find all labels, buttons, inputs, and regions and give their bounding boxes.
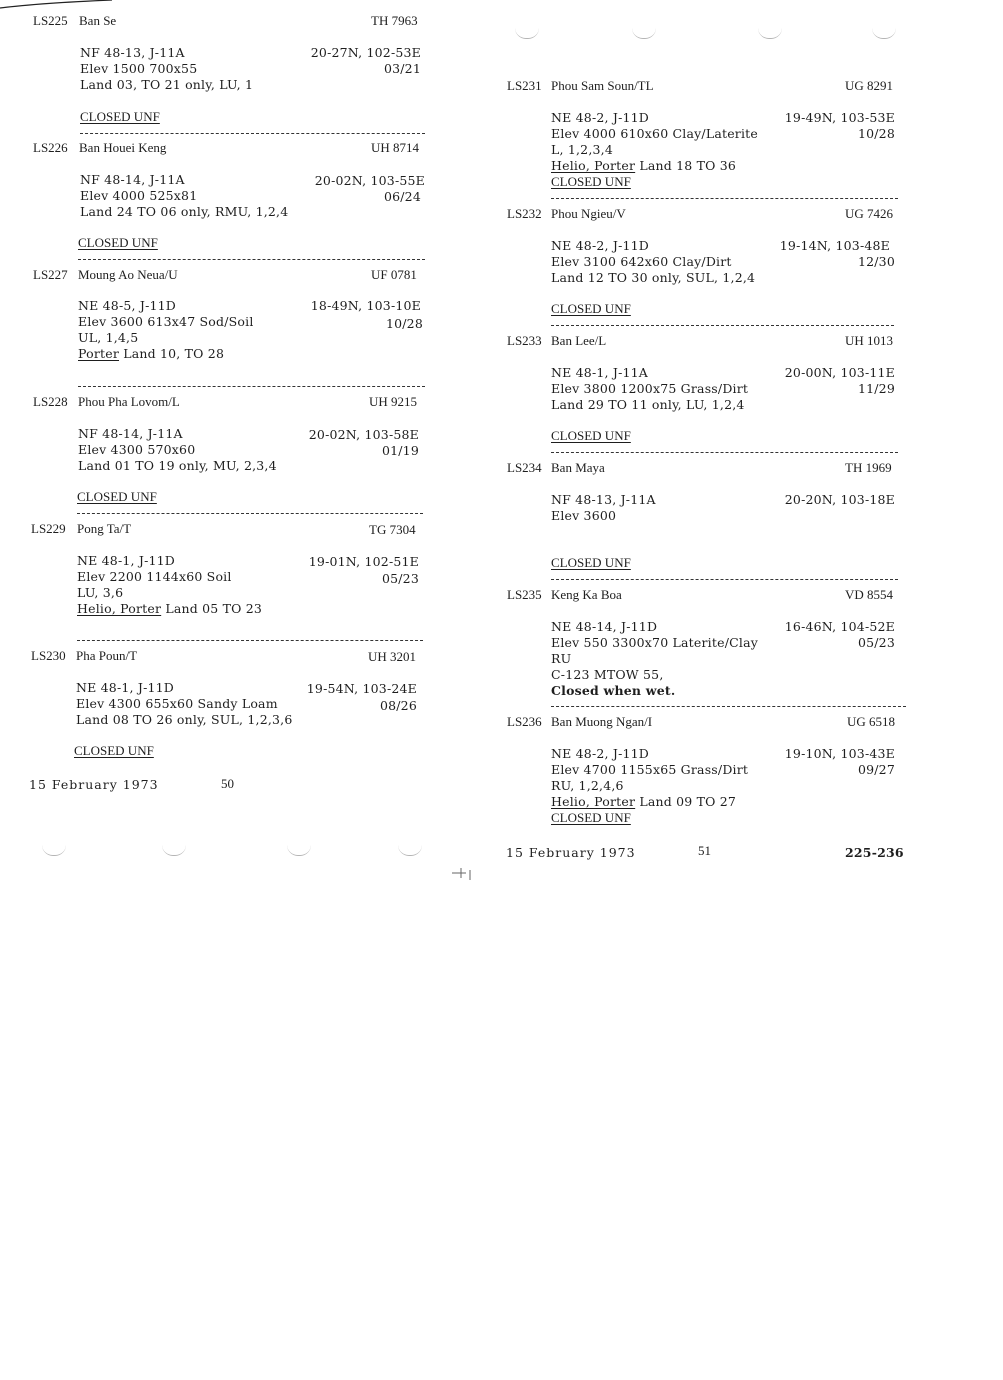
page-range: 225-236 — [845, 845, 904, 860]
entry-line: UL, 1,4,5 — [78, 330, 139, 345]
entry-status: CLOSED UNF — [74, 743, 154, 758]
aircraft-types: Helio, Porter — [551, 794, 636, 809]
entry-mag: 10/28 — [857, 126, 895, 141]
entry-id: LS234 — [507, 460, 542, 475]
entry-id: LS225 — [33, 13, 68, 28]
entry-mag: 12/30 — [857, 254, 895, 269]
entry-grid: UH 3201 — [368, 649, 417, 664]
entry-grid: UG 8291 — [845, 78, 894, 93]
entry-status: CLOSED UNF — [551, 810, 631, 825]
entry-line: Elev 4000 610x60 Clay/Laterite — [551, 126, 758, 141]
page-number: 50 — [221, 776, 234, 791]
punch-hole-mark — [398, 845, 422, 856]
entry-id: LS232 — [507, 206, 542, 221]
entry-coord: 16-46N, 104-52E — [784, 619, 895, 634]
entry-line: Elev 3600 — [551, 508, 617, 523]
runway-directions: Land 05 TO 23 — [165, 601, 263, 616]
entry-id: LS229 — [31, 521, 66, 536]
entry-line: Elev 4700 1155x65 Grass/Dirt — [551, 762, 749, 777]
entry-mag: 01/19 — [381, 443, 419, 458]
entry-mag: 09/27 — [857, 762, 895, 777]
entry-divider — [77, 640, 423, 641]
entry-grid: UF 0781 — [371, 267, 417, 282]
entry-id: LS235 — [507, 587, 542, 602]
entry-coord: 20-00N, 103-11E — [784, 365, 895, 380]
runway-directions: Land 18 TO 36 — [639, 158, 737, 173]
entry-coord: 20-20N, 103-18E — [784, 492, 895, 507]
entry-status: CLOSED UNF — [551, 301, 631, 316]
entry-mag: 08/26 — [379, 698, 417, 713]
entry-name: Moung Ao Neua/U — [78, 267, 178, 282]
entry-line: RU — [551, 651, 572, 666]
entry-mag: 10/28 — [385, 316, 423, 331]
entry-status: CLOSED UNF — [80, 109, 160, 124]
entry-line: Land 12 TO 30 only, SUL, 1,2,4 — [551, 270, 756, 285]
entry-divider — [551, 198, 898, 199]
entry-name: Ban Se — [79, 13, 117, 28]
entry-line: Elev 3100 642x60 Clay/Dirt — [551, 254, 732, 269]
entry-line — [551, 794, 736, 810]
entry-line: NF 48-14, J-11A — [78, 426, 183, 441]
entry-name: Ban Houei Keng — [79, 140, 167, 155]
entry-grid: TG 7304 — [369, 522, 416, 537]
entry-name: Keng Ka Boa — [551, 587, 622, 602]
aircraft-types: Helio, Porter — [551, 158, 636, 173]
entry-divider — [551, 579, 898, 580]
entry-line: NE 48-2, J-11D — [551, 746, 650, 761]
entry-line: Elev 1500 700x55 — [80, 61, 198, 76]
entry-status: CLOSED UNF — [551, 174, 631, 189]
entry-line: Elev 4300 655x60 Sandy Loam — [76, 696, 278, 711]
entry-line: NF 48-13, J-11A — [80, 45, 185, 60]
punch-hole-mark — [515, 28, 539, 39]
entry-coord: 19-54N, 103-24E — [306, 681, 417, 696]
entry-mag: 05/23 — [857, 635, 895, 650]
entry-grid: VD 8554 — [845, 587, 894, 602]
punch-hole-mark — [162, 845, 186, 856]
entry-status: CLOSED UNF — [551, 555, 631, 570]
entry-line — [78, 346, 224, 362]
entry-name: Ban Lee/L — [551, 333, 607, 348]
entry-line — [551, 158, 736, 174]
entry-line: Elev 550 3300x70 Laterite/Clay — [551, 635, 758, 650]
entry-line: Land 29 TO 11 only, LU, 1,2,4 — [551, 397, 745, 412]
entry-line: LU, 3,6 — [77, 585, 124, 600]
entry-coord: 20-27N, 102-53E — [310, 45, 421, 60]
entry-divider — [551, 452, 898, 453]
entry-line — [77, 601, 262, 617]
page-number: 51 — [698, 843, 711, 858]
entry-grid: TH 7963 — [371, 13, 418, 28]
crop-mark — [450, 864, 474, 880]
entry-line: NF 48-13, J-11A — [551, 492, 656, 507]
entry-divider — [78, 259, 425, 260]
entry-id: LS231 — [507, 78, 542, 93]
entry-name: Pha Poun/T — [76, 648, 138, 663]
entry-coord: 20-02N, 103-55E — [314, 173, 425, 188]
entry-divider — [78, 386, 425, 387]
entry-line: NE 48-2, J-11D — [551, 110, 650, 125]
entry-line: Closed when wet. — [551, 683, 676, 698]
entry-line: RU, 1,2,4,6 — [551, 778, 624, 793]
entry-mag: 11/29 — [857, 381, 895, 396]
entry-divider — [80, 133, 425, 134]
entry-status: CLOSED UNF — [551, 428, 631, 443]
entry-divider — [551, 325, 894, 326]
entry-divider — [77, 513, 423, 514]
entry-line: NE 48-1, J-11D — [76, 680, 175, 695]
entry-grid: UH 8714 — [371, 140, 420, 155]
entry-id: LS233 — [507, 333, 542, 348]
punch-hole-mark — [42, 845, 66, 856]
entry-grid: UH 1013 — [845, 333, 894, 348]
entry-name: Ban Muong Ngan/I — [551, 714, 653, 729]
entry-line: L, 1,2,3,4 — [551, 142, 613, 157]
entry-line: NE 48-1, J-11D — [77, 553, 176, 568]
entry-grid: UG 6518 — [847, 714, 896, 729]
entry-line: Elev 4000 525x81 — [80, 188, 198, 203]
entry-grid: TH 1969 — [845, 460, 892, 475]
entry-name: Ban Maya — [551, 460, 605, 475]
entry-line: Elev 3600 613x47 Sod/Soil — [78, 314, 254, 329]
entry-coord: 20-02N, 103-58E — [308, 427, 419, 442]
entry-line: Elev 3800 1200x75 Grass/Dirt — [551, 381, 749, 396]
entry-mag: 05/23 — [381, 571, 419, 586]
entry-id: LS230 — [31, 648, 66, 663]
entry-line: NE 48-1, J-11A — [551, 365, 649, 380]
entry-line: Land 01 TO 19 only, MU, 2,3,4 — [78, 458, 277, 473]
entry-line: NE 48-2, J-11D — [551, 238, 650, 253]
entry-line: NE 48-14, J-11D — [551, 619, 658, 634]
entry-line: Land 03, TO 21 only, LU, 1 — [80, 77, 254, 92]
entry-id: LS227 — [33, 267, 68, 282]
entry-coord: 18-49N, 103-10E — [310, 298, 421, 313]
entry-name: Phou Pha Lovom/L — [78, 394, 180, 409]
punch-hole-mark — [287, 845, 311, 856]
entry-name: Phou Sam Soun/TL — [551, 78, 654, 93]
entry-mag: 03/21 — [383, 61, 421, 76]
aircraft-types: Helio, Porter — [77, 601, 162, 616]
entry-line: NE 48-5, J-11D — [78, 298, 177, 313]
entry-line: NF 48-14, J-11A — [80, 172, 185, 187]
punch-hole-mark — [872, 28, 896, 39]
entry-grid: UH 9215 — [369, 394, 418, 409]
footer-date: 15 February 1973 — [506, 845, 636, 860]
entry-coord: 19-14N, 103-48E — [779, 238, 890, 253]
entry-status: CLOSED UNF — [77, 489, 157, 504]
punch-hole-mark — [632, 28, 656, 39]
entry-line: Elev 2200 1144x60 Soil — [77, 569, 232, 584]
entry-coord: 19-01N, 102-51E — [308, 554, 419, 569]
entry-coord: 19-10N, 103-43E — [784, 746, 895, 761]
entry-id: LS236 — [507, 714, 542, 729]
entry-divider — [551, 706, 906, 707]
runway-directions: Land 09 TO 27 — [639, 794, 737, 809]
aircraft-types: Porter — [78, 346, 120, 361]
entry-name: Phou Ngieu/V — [551, 206, 626, 221]
entry-id: LS228 — [33, 394, 68, 409]
entry-coord: 19-49N, 103-53E — [784, 110, 895, 125]
entry-name: Pong Ta/T — [77, 521, 132, 536]
entry-line: C-123 MTOW 55, — [551, 667, 664, 682]
entry-status: CLOSED UNF — [78, 235, 158, 250]
footer-date: 15 February 1973 — [29, 777, 159, 792]
entry-line: Elev 4300 570x60 — [78, 442, 196, 457]
entry-grid: UG 7426 — [845, 206, 894, 221]
entry-line: Land 08 TO 26 only, SUL, 1,2,3,6 — [76, 712, 293, 727]
entry-line: Land 24 TO 06 only, RMU, 1,2,4 — [80, 204, 289, 219]
punch-hole-mark — [758, 28, 782, 39]
entry-mag: 06/24 — [383, 189, 421, 204]
entry-id: LS226 — [33, 140, 68, 155]
runway-directions: Land 10, TO 28 — [123, 346, 225, 361]
